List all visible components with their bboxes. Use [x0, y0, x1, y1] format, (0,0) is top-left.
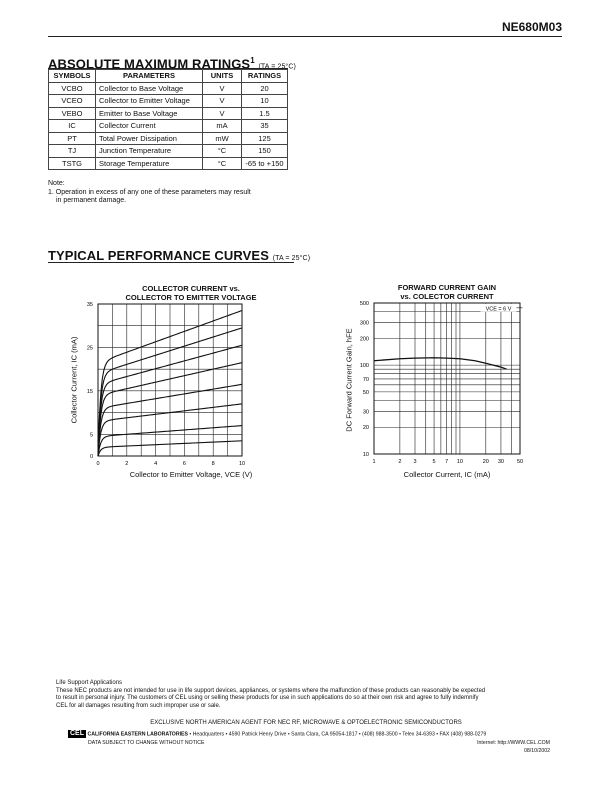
chart1-title: COLLECTOR CURRENT vs. COLLECTOR TO EMITTER VOLTAGE [125, 284, 257, 302]
unit-cell: °C [203, 145, 242, 158]
y-tick-label: 500 [359, 301, 369, 307]
life-support-heading: Life Support Applications [56, 680, 123, 686]
rating-cell: 125 [242, 132, 288, 145]
unit-cell: mW [203, 132, 242, 145]
x-tick-label: 6 [182, 461, 186, 467]
y-tick-label: 0 [89, 454, 93, 460]
y-tick-label: 100 [359, 363, 369, 370]
unit-cell: mA [203, 120, 242, 133]
y-tick-label: 25 [86, 345, 93, 352]
curves-title: TYPICAL PERFORMANCE CURVES (TA = 25°C) [48, 248, 311, 263]
rating-cell: -65 to +150 [242, 157, 288, 170]
x-tick-label: 20 [482, 459, 489, 465]
col-parameters: PARAMETERS [96, 70, 203, 83]
chart1-ylabel: Collector Current, IC (mA) [69, 336, 79, 424]
abs-max-title: ABSOLUTE MAXIMUM RATINGS$^1$ (TA = 25°C) [48, 56, 296, 72]
x-tick-label: 10 [456, 459, 463, 465]
y-tick-label: 200 [359, 336, 369, 343]
x-tick-label: 1 [372, 459, 376, 465]
y-tick-label: 70 [362, 376, 369, 383]
symbol-cell: TSTG [49, 157, 96, 170]
rating-cell: 10 [242, 95, 288, 108]
vce-annotation: VCE = 6 V [485, 306, 512, 313]
rating-cell: 35 [242, 120, 288, 133]
note-heading: Note: [48, 180, 65, 187]
symbol-cell: VCBO [49, 82, 96, 95]
x-tick-label: 2 [398, 459, 402, 465]
agent-line: EXCLUSIVE NORTH AMERICAN AGENT FOR NEC RF, MICROWAVE & OPTOELECTRONIC SEMICONDUCTORS [150, 720, 462, 726]
unit-cell: V [203, 107, 242, 120]
company-line [68, 730, 486, 738]
note-1-line2: in permanent damage. [56, 197, 127, 204]
x-tick-label: 8 [211, 461, 215, 467]
y-tick-label: 5 [89, 432, 93, 439]
parameter-cell: Total Power Dissipation [96, 132, 203, 145]
rating-cell: 1.5 [242, 107, 288, 120]
x-tick-label: 10 [238, 461, 246, 467]
company-name: CALIFORNIA EASTERN LABORATORIES [87, 731, 188, 738]
col-ratings: RATINGS [242, 70, 288, 83]
cel-logo: CEL [70, 730, 84, 737]
symbol-cell: VEBO [49, 107, 96, 120]
symbol-cell: TJ [49, 145, 96, 158]
x-tick-label: 50 [516, 459, 524, 465]
x-tick-label: 5 [432, 459, 436, 465]
parameter-cell: Storage Temperature [96, 157, 203, 170]
disclaimer: DATA SUBJECT TO CHANGE WITHOUT NOTICE [88, 740, 205, 746]
y-tick-label: 10 [362, 452, 369, 458]
rating-cell: 20 [242, 82, 288, 95]
chart1-xlabel: Collector to Emitter Voltage, VCE (V) [129, 470, 253, 479]
parameter-cell: Junction Temperature [96, 145, 203, 158]
internet-url[interactable]: Internet: http://WWW.CEL.COM [477, 740, 550, 746]
parameter-cell: Collector to Emitter Voltage [96, 95, 203, 108]
symbol-cell: IC [49, 120, 96, 133]
x-tick-label: 7 [445, 459, 449, 465]
unit-cell: V [203, 82, 242, 95]
x-tick-label: 4 [154, 461, 158, 467]
hfe-curve [374, 358, 507, 369]
plot-frame [374, 303, 520, 454]
y-tick-label: 50 [362, 389, 369, 396]
x-tick-label: 2 [125, 461, 129, 467]
life-support-block [56, 680, 566, 710]
y-tick-label: 300 [359, 320, 369, 327]
unit-cell: °C [203, 157, 242, 170]
life-support-line1: These NEC products are not intended for use in life support devices, appliances, or systems where the malfunction of these products can reasonably be expected [56, 687, 486, 694]
life-support-line2: to result in personal injury. The customers of CEL using or selling these products for use in such applications do so at their own risk and agree to fully indemnify [56, 695, 479, 701]
y-tick-label: 35 [86, 302, 93, 308]
chart2-ylabel: DC Forward Current Gain, hFE [344, 328, 354, 432]
part-number: NE680M03 [501, 20, 562, 34]
note-1-line1: 1. Operation in excess of any one of these parameters may result [48, 188, 251, 196]
symbol-cell: PT [49, 132, 96, 145]
doc-date: 08/10/2002 [524, 748, 550, 754]
chart2-xlabel: Collector Current, IC (mA) [403, 470, 491, 479]
parameter-cell: Collector Current [96, 120, 203, 133]
company-details: • Headquarters • 4590 Patrick Henry Drive • Santa Clara, CA 95054-1817 • (408) 988-3500 • Telex 34-6393 • FAX (408) 988-0279 [189, 731, 487, 738]
symbol-cell: VCEO [49, 95, 96, 108]
unit-cell: V [203, 95, 242, 108]
x-tick-label: 3 [413, 459, 417, 465]
parameter-cell: Emitter to Base Voltage [96, 107, 203, 120]
y-tick-label: 20 [362, 425, 369, 432]
x-tick-label: 0 [96, 461, 100, 467]
chart2-title: FORWARD CURRENT GAIN vs. COLECTOR CURRENT [397, 283, 497, 301]
col-units: UNITS [203, 70, 242, 83]
y-tick-label: 30 [362, 409, 369, 416]
y-tick-label: 15 [86, 388, 93, 395]
curves-condition: (TA = 25°C) [272, 255, 311, 262]
x-tick-label: 30 [497, 459, 504, 465]
life-support-line3: CEL for all damages resulting from such improper use or sale. [56, 702, 221, 709]
parameter-cell: Collector to Base Voltage [96, 82, 203, 95]
abs-max-condition: (TA = 25°C) [258, 63, 296, 71]
rating-cell: 150 [242, 145, 288, 158]
col-symbols: SYMBOLS [49, 70, 96, 83]
